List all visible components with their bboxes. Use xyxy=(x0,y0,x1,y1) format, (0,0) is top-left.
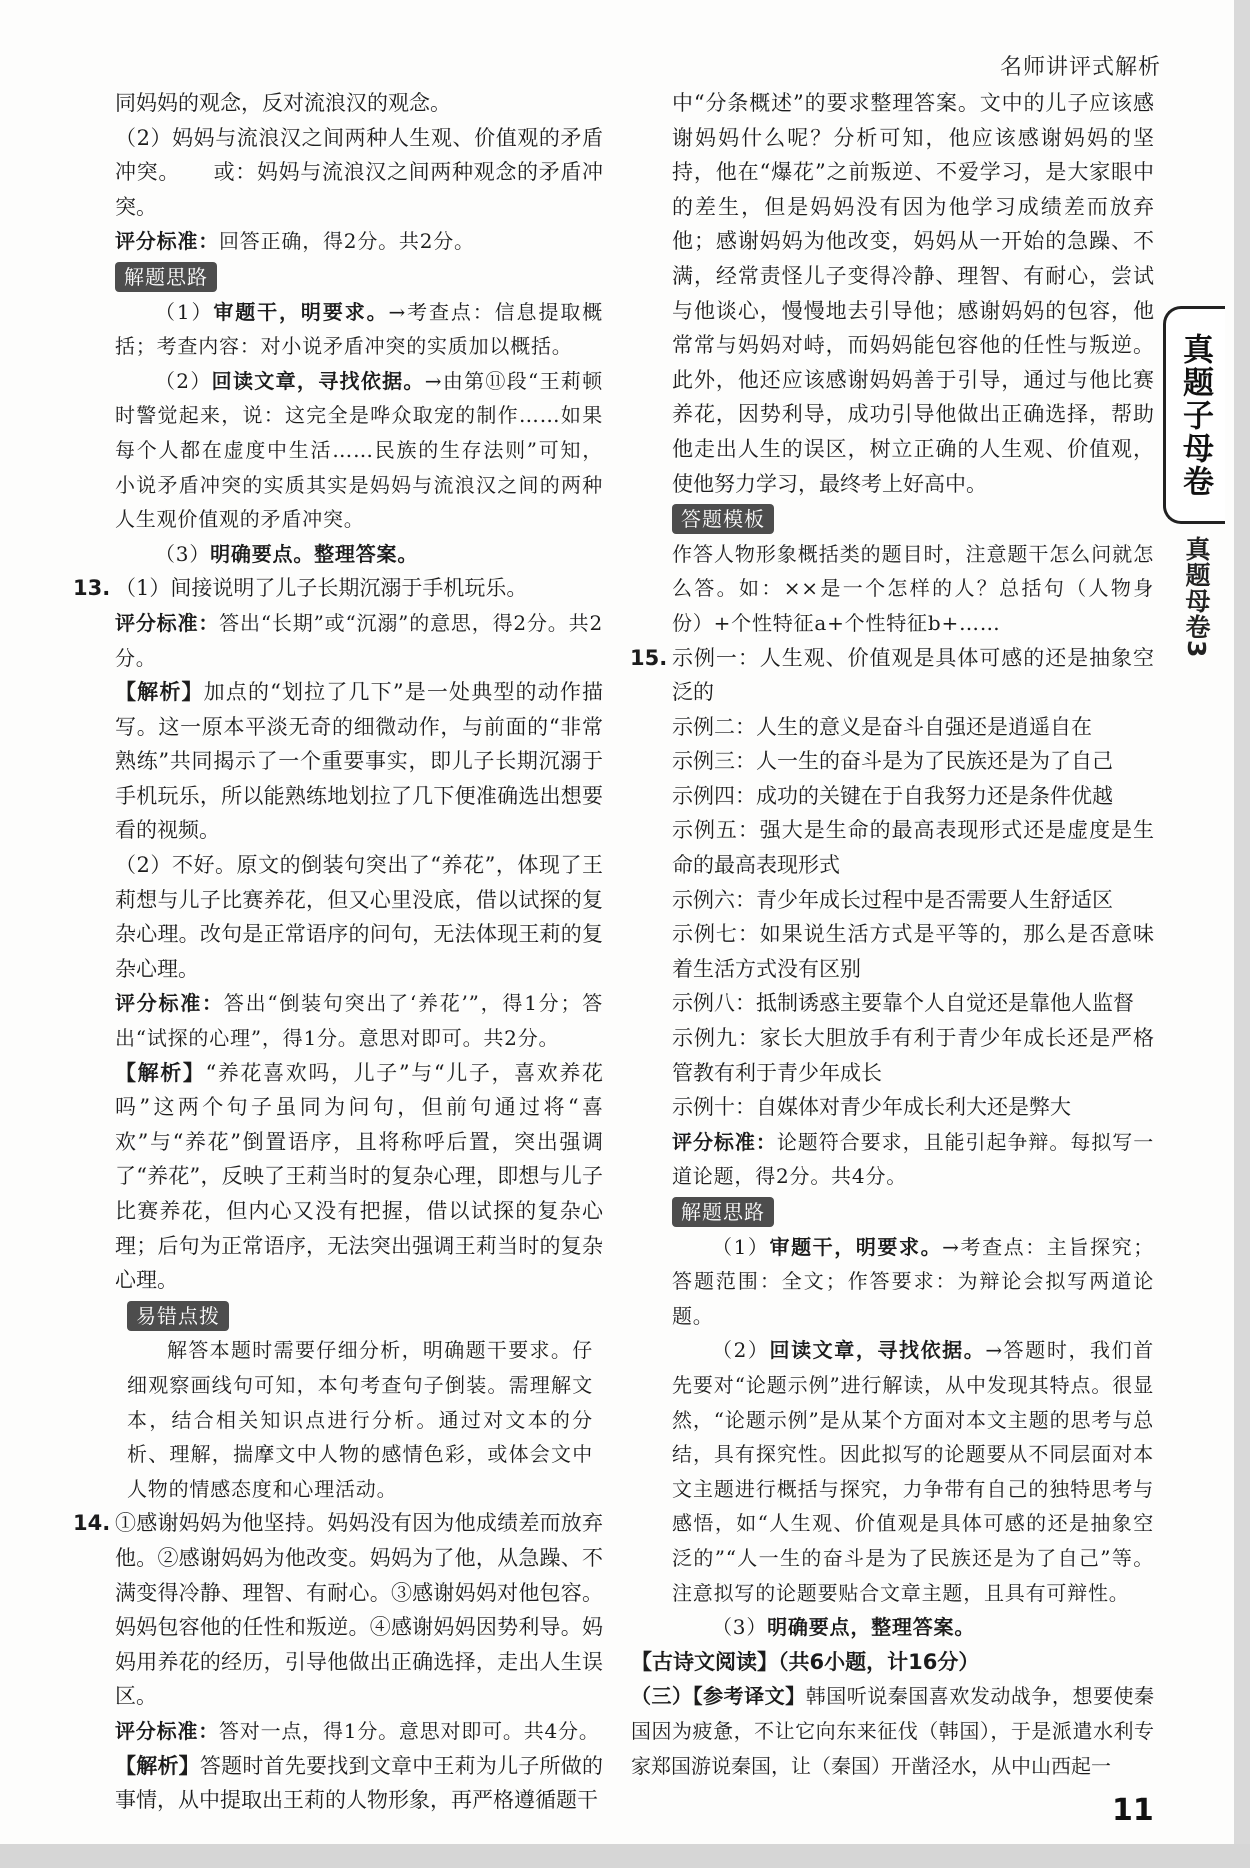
side-tab-current xyxy=(1166,536,1226,676)
q12-scoring xyxy=(115,224,603,259)
q15-step-3 xyxy=(672,1610,1154,1645)
q15-tip-label: 解题思路 xyxy=(672,1197,774,1227)
q14-template-text: 作答人物形象概括类的题目时，注意题干怎么问就怎么答。如：××是一个怎样的人？总括句（人物身份）+个性特征a+个性特征b+…… xyxy=(672,541,1154,635)
step-text: →由第⑪段“王莉顿时警觉起来，说：这完全是哗众取宠的制作……如果每个人都在虚度中生活……民族的生存法则”可知，小说矛盾冲突的实质其实是妈妈与流浪汉之间的两种人生观价值观的矛盾冲突。 xyxy=(115,368,604,532)
q14-template-label: 答题模板 xyxy=(672,504,774,534)
q14-answer: ①感谢妈妈为他坚持。妈妈没有因为他成绩差而放弃他。②感谢妈妈为他改变。妈妈为了他，从急躁、不满变得冷静、理智、有耐心。③感谢妈妈对他包容。妈妈包容他的任性和叛逆。④感谢妈妈因势利导。妈妈用养花的经历，引导他做出正确选择，走出人生误区。 xyxy=(115,1511,603,1709)
q13-analysis2 xyxy=(115,1056,603,1298)
q15-example-1: 示例一：人生观、价值观是具体可感的还是抽象空泛的 xyxy=(672,645,1154,705)
q12-scoring-text: 回答正确，得2分。共2分。 xyxy=(219,229,475,254)
scoring-label: 评分标准： xyxy=(115,991,224,1016)
scoring-label: 评分标准： xyxy=(115,1718,219,1743)
step-num: （1） xyxy=(155,299,214,324)
step-num: （3） xyxy=(712,1615,768,1640)
right-column xyxy=(630,86,1155,1783)
step-title: 审题干，明要求。 xyxy=(213,299,389,324)
q12-answer2-alt: 或：妈妈与流浪汉之间两种观念的矛盾冲突。 xyxy=(115,160,604,219)
question-13 xyxy=(73,571,604,1506)
analysis-label: 【解析】 xyxy=(115,1060,206,1085)
step-num: （2） xyxy=(155,368,212,393)
scan-edge-right xyxy=(1234,0,1250,1868)
running-header: 名师讲评式解析 xyxy=(1000,55,1162,80)
question-number: 14. xyxy=(73,1511,111,1536)
scoring-label: 评分标准： xyxy=(115,229,219,254)
q15-example-2: 示例二：人生的意义是奋斗自强还是逍遥自在 xyxy=(672,714,1092,739)
step-title: 明确要点。整理答案。 xyxy=(210,541,419,566)
q15-example-3: 示例三：人一生的奋斗是为了民族还是为了自己 xyxy=(672,749,1113,774)
q13-scoring2 xyxy=(115,986,603,1055)
step-title: 回读文章，寻找依据。 xyxy=(211,368,425,393)
step-title: 审题干，明要求。 xyxy=(769,1234,943,1259)
step-num: （2） xyxy=(712,1338,770,1363)
side-tab-active xyxy=(1163,306,1225,524)
q12-answer2 xyxy=(115,121,603,225)
step-text: →答题时，我们首先要对“论题示例”进行解读，从中发现其特点。很显然，“论题示例”是从某个方面对本文主题的思考与总结，具有探究性。因此拟写的论题要从不同层面对本文主题进行概括与探究，力争带有自己的独特思考与感悟，如“人生观、价值观是具体可感的还是抽象空泛的”“人一生的奋斗是为了民族还是为了自己”等。注意拟写的论题要贴合文章主题，且具有可辩性。 xyxy=(672,1338,1154,1605)
left-column xyxy=(73,86,604,1818)
q14-analysis-continued: 中“分条概述”的要求整理答案。文中的儿子应该感谢妈妈什么呢？分析可知，他应该感谢妈妈的坚持，他在“爆花”之前叛逆、不爱学习，是大家眼中的差生，但是妈妈没有因为他学习成绩差而放弃他；感谢妈妈为他改变，妈妈从一开始的急躁、不满，经常责怪儿子变得冷静、理智、有耐心，尝试与他谈心，慢慢地去引导他；感谢妈妈的包容，他常常与妈妈对峙，而妈妈能包容他的任性与叛逆。此外，他还应该感谢妈妈善于引导，通过与他比赛养花，因势利导，成功引导他做出正确选择，帮助他走出人生的误区，树立正确的人生观、价值观，使他努力学习，最终考上好高中。 xyxy=(672,91,1154,496)
scoring-label: 评分标准： xyxy=(672,1129,777,1154)
q14-scoring-text: 答对一点，得1分。意思对即可。共4分。 xyxy=(219,1718,600,1743)
scoring-label: 评分标准： xyxy=(115,610,220,635)
q12-tip-label: 解题思路 xyxy=(115,262,217,292)
q15-example-4: 示例四：成功的关键在于自我努力还是条件优越 xyxy=(672,783,1113,808)
step-num: （3） xyxy=(155,541,211,566)
classical-label: 【参考译文】 xyxy=(692,1684,806,1709)
analysis-label: 【解析】 xyxy=(115,1753,200,1778)
q13-scoring1 xyxy=(115,606,603,675)
analysis-label: 【解析】 xyxy=(115,680,204,705)
step-title: 明确要点，整理答案。 xyxy=(767,1615,976,1640)
q13-scoring2-text: 答出“倒装句突出了‘养花’”，得1分；答出“试探的心理”，得1分。意思对即可。共2分。 xyxy=(115,991,604,1051)
step-text: →考查点：信息提取概括；考查内容：对小说矛盾冲突的实质加以概括。 xyxy=(115,299,604,359)
q13-answer1: （1）间接说明了儿子长期沉溺于手机玩乐。 xyxy=(115,576,528,601)
page-number: 11 xyxy=(1112,1793,1154,1828)
question-14 xyxy=(73,1506,604,1817)
q12-step-2 xyxy=(115,364,603,537)
scan-edge-bottom xyxy=(0,1844,1250,1868)
q13-analysis2-text: “养花喜欢吗，儿子”与“儿子，喜欢养花吗”这两个句子虽同为问句，但前句通过将“喜欢”与“养花”倒置语序，且将称呼后置，突出强调了“养花”，反映了王莉当时的复杂心理，即想与儿子比赛养花，但内心又没有把握，借以试探的复杂心理；后句为正常语序，无法突出强调王莉当时的复杂心理。 xyxy=(115,1060,603,1293)
q15-example-9: 示例九：家长大胆放手有利于青少年成长还是严格管教有利于青少年成长 xyxy=(672,1026,1154,1085)
question-number: 13. xyxy=(73,576,111,601)
q12-step-1 xyxy=(115,295,603,364)
q13-analysis1 xyxy=(115,675,603,848)
q13-tip-label: 易错点拨 xyxy=(127,1301,229,1331)
q14-analysis xyxy=(115,1749,603,1818)
q15-step-1 xyxy=(672,1230,1154,1334)
q15-example-10: 示例十：自媒体对青少年成长利大还是弊大 xyxy=(672,1095,1071,1120)
side-tab-current-label: 真题母卷3 xyxy=(1182,536,1211,659)
q13-scoring1-text: 答出“长期”或“沉溺”的意思，得2分。共2分。 xyxy=(115,610,603,670)
step-num: （1） xyxy=(712,1234,770,1259)
q14-analysis-text: 答题时首先要找到文章中王莉为儿子所做的事情，从中提取出王莉的人物形象，再严格遵循题干 xyxy=(115,1753,604,1813)
q15-example-7: 示例七：如果说生活方式是平等的，那么是否意味着生活方式没有区别 xyxy=(672,922,1154,981)
step-text: →考查点：主旨探究；答题范围：全文；作答要求：为辩论会拟写两道论题。 xyxy=(672,1234,1154,1328)
q13-analysis1-text: 加点的“划拉了几下”是一处典型的动作描写。这一原本平淡无奇的细微动作，与前面的“非常熟练”共同揭示了一个重要事实，即儿子长期沉溺于手机玩乐，所以能熟练地划拉了几下便准确选出想要看的视频。 xyxy=(115,680,603,843)
q15-scoring-text: 论题符合要求，且能引起争辩。每拟写一道论题，得2分。共4分。 xyxy=(672,1129,1155,1189)
classical-section-title: 【古诗文阅读】（共6小题，计16分） xyxy=(631,1649,980,1674)
q13-tip-text: 解答本题时需要仔细分析，明确题干要求。仔细观察画线句可知，本句考查句子倒装。需理解文本，结合相关知识点进行分析。通过对文本的分析、理解，揣摩文中人物的感情色彩，或体会文中人物的情感态度和心理活动。 xyxy=(127,1338,593,1501)
q13-answer2: （2）不好。原文的倒装句突出了“养花”，体现了王莉想与儿子比赛养花，但又心里没底，借以试探的复杂心理。改句是正常语序的问句，无法体现王莉的复杂心理。 xyxy=(115,853,603,981)
step-title: 回读文章，寻找依据。 xyxy=(769,1338,986,1363)
q12-answer1-tail: 同妈妈的观念，反对流浪汉的观念。 xyxy=(115,91,451,115)
q12-step-3 xyxy=(115,537,603,572)
q15-example-6: 示例六：青少年成长过程中是否需要人生舒适区 xyxy=(672,887,1113,912)
classical-part: （三） xyxy=(631,1684,693,1709)
q15-scoring xyxy=(672,1125,1154,1194)
q12-answer2-text: （2）妈妈与流浪汉之间两种人生观、价值观的矛盾冲突。 xyxy=(115,125,603,185)
question-15 xyxy=(630,641,1155,1645)
side-tab-active-label: 真题子母卷 xyxy=(1177,332,1213,498)
classical-translation xyxy=(631,1679,1154,1783)
question-number: 15. xyxy=(630,645,668,670)
q15-step-2 xyxy=(672,1333,1154,1610)
classical-text: 韩国听说秦国喜欢发动战争，想要使秦国因为疲惫，不让它向东来征伐（韩国），于是派遣水利专家郑国游说秦国，让（秦国）开凿泾水，从中山西起一 xyxy=(631,1684,1155,1778)
q14-scoring xyxy=(115,1714,603,1749)
q15-example-8: 示例八：抵制诱惑主要靠个人自觉还是靠他人监督 xyxy=(672,991,1134,1016)
q15-example-5: 示例五：强大是生命的最高表现形式还是虚度是生命的最高表现形式 xyxy=(672,818,1154,878)
